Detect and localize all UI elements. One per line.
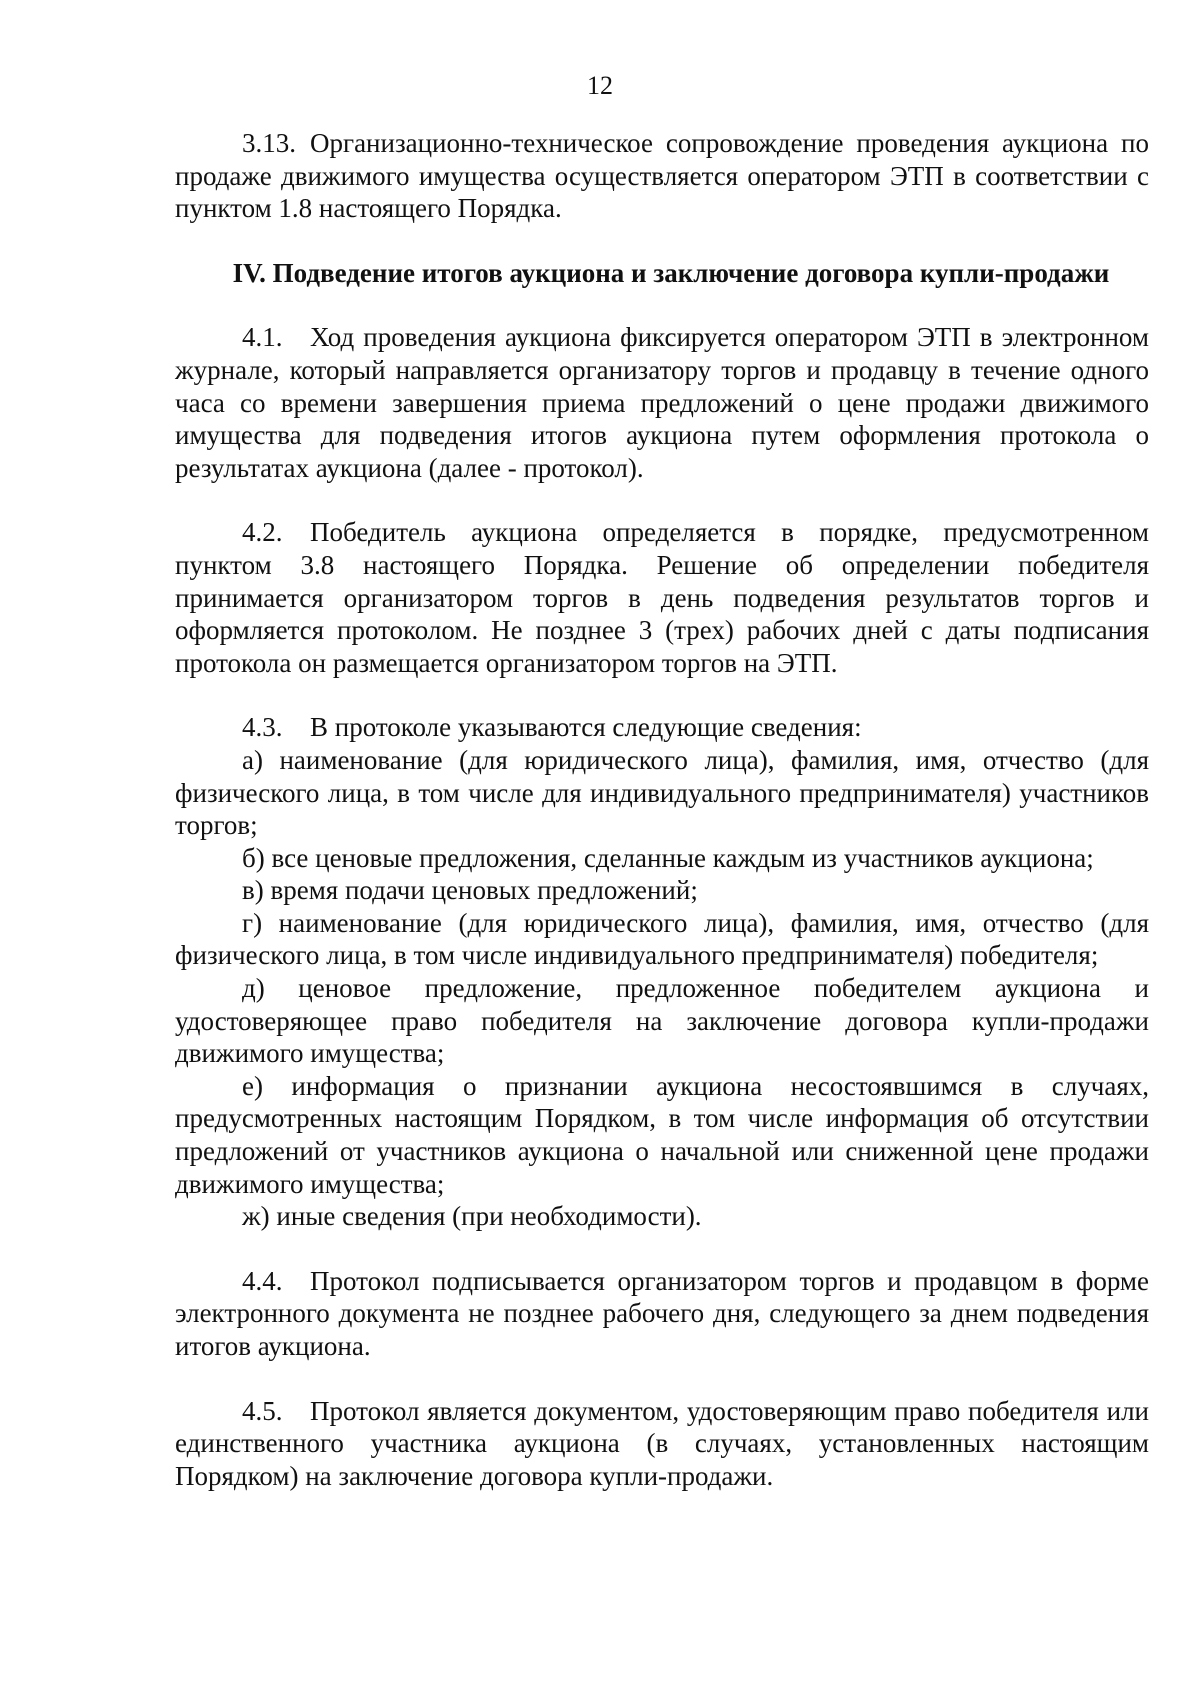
paragraph-text: Победитель аукциона определяется в порядке, предусмотренном пунктом 3.8 настоящего Порядка. Решение об определении победителя принимается организатором торгов в день подведения результатов торгов и оформляется протоколом. Не позднее 3 (трех) рабочих дней с даты подписания протокола он размещается организатором торгов на ЭТП. (175, 517, 1149, 678)
paragraph-text: Организационно-техническое сопровождение проведения аукциона по продаже движимого имущества осуществляется оператором ЭТП в соответствии с пунктом 1.8 настоящего Порядка. (175, 128, 1149, 224)
section-heading: IV. Подведение итогов аукциона и заключение договора купли-продажи (232, 257, 1110, 288)
paragraph-number: 4.4. (242, 1265, 283, 1296)
paragraph-text: Ход проведения аукциона фиксируется оператором ЭТП в электронном журнале, который направляется организатору торгов и продавцу в течение одного часа со времени завершения приема предложений о цене продажи движимого имущества для подведения итогов аукциона путем оформления протокола о результатах аукциона (далее - протокол). (175, 322, 1149, 483)
page-number: 12 (587, 71, 613, 100)
paragraph-4-3 (175, 711, 1149, 744)
paragraph-4-1 (175, 321, 1149, 484)
paragraph-number: 4.1. (242, 322, 283, 353)
paragraph-4-4 (175, 1265, 1149, 1363)
list-item-g: г) наименование (для юридического лица), фамилия, имя, отчество (для физического лица, в том числе индивидуального предпринимателя) победителя; (175, 907, 1149, 971)
paragraph-text: Протокол является документом, удостоверяющим право победителя или единственного участника аукциона (в случаях, установленных настоящим Порядком) на заключение договора купли-продажи. (175, 1395, 1149, 1491)
paragraph-4-2 (175, 516, 1149, 679)
paragraph-text: В протоколе указываются следующие сведения: (310, 712, 862, 743)
paragraph-3-13 (175, 127, 1149, 225)
list-item-e: е) информация о признании аукциона несостоявшимся в случаях, предусмотренных настоящим Порядком, в том числе информация об отсутствии предложений от участников аукциона о начальной или сниженной цене продажи движимого имущества; (175, 1070, 1149, 1199)
list-item-b: б) все ценовые предложения, сделанные каждым из участников аукциона; (242, 842, 1094, 873)
paragraph-number: 3.13. (242, 128, 296, 158)
paragraph-number: 4.2. (242, 517, 283, 548)
paragraph-number: 4.3. (242, 712, 283, 743)
list-item-v: в) время подачи ценовых предложений; (242, 875, 698, 906)
list-item-zh: ж) иные сведения (при необходимости). (242, 1201, 702, 1232)
paragraph-4-5 (175, 1395, 1149, 1493)
list-item-d: д) ценовое предложение, предложенное победителем аукциона и удостоверяющее право победителя на заключение договора купли-продажи движимого имущества; (175, 973, 1149, 1069)
paragraph-text: Протокол подписывается организатором торгов и продавцом в форме электронного документа не позднее рабочего дня, следующего за днем подведения итогов аукциона. (175, 1265, 1149, 1361)
list-item-a: а) наименование (для юридического лица), фамилия, имя, отчество (для физического лица, в том числе для индивидуального предпринимателя) участников торгов; (175, 744, 1149, 841)
paragraph-number: 4.5. (242, 1395, 283, 1426)
document-body (175, 127, 1149, 1492)
